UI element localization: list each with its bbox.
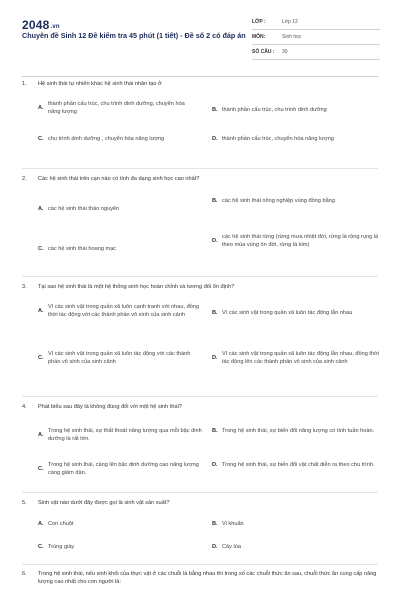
option-b[interactable] <box>212 310 380 318</box>
meta-row-count <box>252 45 380 60</box>
question-4 <box>22 404 380 412</box>
question-number: 3. <box>22 284 27 290</box>
option-text: Vì các sinh vật trong quần xã luôn tác động lẫn nhau <box>222 310 353 316</box>
option-d[interactable] <box>212 351 380 366</box>
question-text: Phát biểu sau đây là không đúng đối với một hệ sinh thái? <box>38 404 182 410</box>
option-a[interactable] <box>38 101 198 116</box>
option-text: các hệ sinh thái thảo nguyên <box>48 206 120 212</box>
option-c[interactable] <box>38 246 198 254</box>
option-text: Cây lúa <box>222 544 241 550</box>
meta-row-subject <box>252 30 380 45</box>
option-b[interactable] <box>212 198 380 206</box>
option-letter: C. <box>38 544 44 550</box>
option-text: Trong hệ sinh thái, sự biến đổi năng lượng có tính tuần hoàn. <box>222 428 375 434</box>
question-separator <box>22 168 378 169</box>
question-5 <box>22 500 380 508</box>
option-letter: C. <box>38 354 44 361</box>
question-separator <box>22 492 378 493</box>
option-text: Trong hệ sinh thái, sự thất thoát năng lượng qua mỗi bậc dinh dưỡng là rất lớn. <box>48 428 202 442</box>
option-letter: A. <box>38 104 44 111</box>
option-letter: C. <box>38 246 44 252</box>
question-text: Các hệ sinh thái trên cạn nào có tính đa dạng sinh học cao nhất? <box>38 176 200 182</box>
option-d[interactable] <box>212 136 380 144</box>
option-letter: A. <box>38 431 44 438</box>
question-separator <box>22 276 378 277</box>
option-d[interactable] <box>212 544 380 552</box>
option-letter: B. <box>212 521 218 527</box>
option-text: thành phần cấu trúc, chuyển hóa năng lượng <box>222 136 334 142</box>
question-3 <box>22 284 380 292</box>
question-1 <box>22 81 380 89</box>
option-text: Vì các sinh vật trong quần xã luôn tác động lẫn nhau, đồng thời tác động lên các thành phần vô sinh của sinh cảnh <box>222 351 379 365</box>
question-number: 2. <box>22 176 27 182</box>
question-number: 5. <box>22 500 27 506</box>
option-letter: D. <box>212 136 218 142</box>
option-letter: D. <box>212 237 218 244</box>
option-letter: C. <box>38 136 44 142</box>
option-text: chu trình dinh dưỡng , chuyển hóa năng lượng <box>48 136 165 142</box>
option-letter: D. <box>212 354 218 361</box>
option-text: Vi khuẩn <box>222 521 244 527</box>
option-text: Vì các sinh vật trong quần xã luôn cạnh tranh với nhau, đồng thời tác động với các thành phần vô sinh của sinh cảnh <box>48 304 200 318</box>
site-logo[interactable] <box>22 18 60 32</box>
option-b[interactable] <box>212 107 380 115</box>
option-c[interactable] <box>38 136 198 144</box>
logo-main: 2048 <box>22 18 50 32</box>
option-d[interactable] <box>212 462 380 470</box>
header-divider <box>22 76 378 77</box>
option-letter: A. <box>38 307 44 314</box>
option-text: thành phần cấu trúc, chu trình dinh dưỡng, chuyển hóa năng lượng <box>48 101 185 115</box>
option-letter: B. <box>212 310 218 316</box>
meta-key: MÔN: <box>252 34 266 40</box>
option-letter: C. <box>38 465 44 472</box>
option-text: Trong hệ sinh thái, sự biến đổi vật chất diễn ra theo chu trình. <box>222 462 375 468</box>
question-separator <box>22 396 378 397</box>
option-letter: B. <box>212 198 218 204</box>
question-number: 6. <box>22 571 27 577</box>
meta-value: Lớp 12 <box>282 19 298 25</box>
meta-key: SỐ CÂU : <box>252 49 275 55</box>
question-text: Trong hệ sinh thái, nếu sinh khối của thực vật ở các chuỗi là bằng nhau thì trong số các chuỗi thức ăn sau, chuỗi thức ăn cung cấp năng lượng cao nhất cho con người là: <box>38 571 377 585</box>
meta-value: 30 <box>282 49 288 55</box>
question-separator <box>22 564 378 565</box>
option-letter: B. <box>212 428 218 434</box>
question-text: Sinh vật nào dưới đây được gọi là sinh vật sản xuất? <box>38 500 170 506</box>
question-2 <box>22 176 380 184</box>
option-letter: D. <box>212 544 218 550</box>
option-d[interactable] <box>212 234 380 249</box>
question-6 <box>22 571 380 587</box>
option-text: Trong hệ sinh thái, càng lên bậc dinh dưỡng cao năng lượng càng giảm dần. <box>48 462 199 476</box>
question-text: Tại sao hệ sinh thái là một hệ thống sinh học hoàn chỉnh và tương đối ổn định? <box>38 284 235 290</box>
option-a[interactable] <box>38 521 198 529</box>
meta-row-class <box>252 15 380 30</box>
option-c[interactable] <box>38 462 202 477</box>
option-text: Con chuột <box>48 521 74 527</box>
question-number: 1. <box>22 81 27 87</box>
meta-value: Sinh học <box>282 34 302 40</box>
meta-table <box>252 15 380 60</box>
meta-key: LỚP : <box>252 19 266 25</box>
option-text: các hệ sinh thái nông nghiệp vùng đồng bằng <box>222 198 335 204</box>
option-b[interactable] <box>212 521 380 529</box>
option-letter: D. <box>212 462 218 468</box>
option-letter: B. <box>212 107 218 113</box>
option-text: thành phần cấu trúc, chu trình dinh dưỡng <box>222 107 327 113</box>
document-title: Chuyên đề Sinh 12 Đề kiểm tra 45 phút (1 tiết) - Đề số 2 có đáp án <box>22 31 246 40</box>
logo-suffix: .vn <box>50 24 60 30</box>
option-letter: A. <box>38 521 44 527</box>
question-text: Hệ sinh thái tự nhiên khác hệ sinh thái nhân tạo ở <box>38 81 162 87</box>
option-text: các hệ sinh thái hoang mạc <box>48 246 117 252</box>
option-c[interactable] <box>38 351 202 366</box>
option-c[interactable] <box>38 544 198 552</box>
option-text: Trùng giày <box>48 544 75 550</box>
option-text: Vì các sinh vật trong quần xã luôn tác động với các thành phần vô sinh của sinh cảnh <box>48 351 191 365</box>
option-text: các hệ sinh thái rừng (rừng mưa nhiệt đới, rừng lá rộng rụng lá theo mùa vùng ôn đới, rừng lá kim) <box>222 234 379 248</box>
option-a[interactable] <box>38 304 202 319</box>
option-a[interactable] <box>38 206 198 214</box>
option-a[interactable] <box>38 428 202 443</box>
option-b[interactable] <box>212 428 380 436</box>
option-letter: A. <box>38 206 44 212</box>
question-number: 4. <box>22 404 27 410</box>
